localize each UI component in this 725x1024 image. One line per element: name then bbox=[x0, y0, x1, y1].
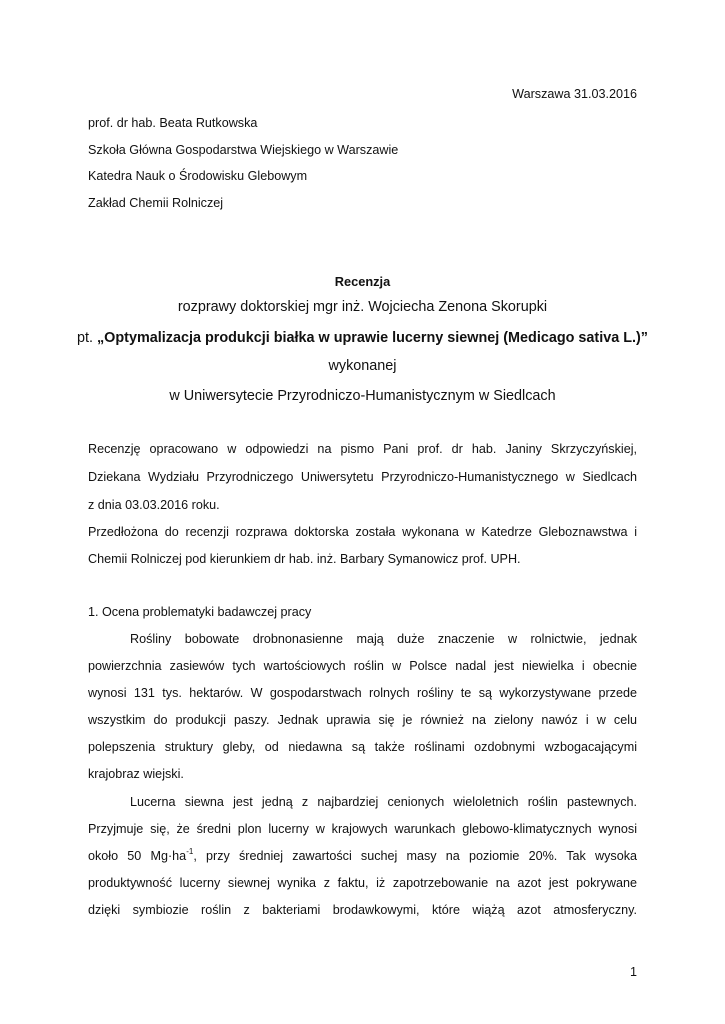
para2-line-5: dzięki symbiozie roślin z bakteriami brodawkowymi, które wiążą azot atmosferyczny. bbox=[88, 903, 637, 917]
intro-line-5: Chemii Rolniczej pod kierunkiem dr hab. inż. Barbary Symanowicz prof. UPH. bbox=[88, 552, 521, 566]
intro-line-4: Przedłożona do recenzji rozprawa doktorska została wykonana w Katedrze Gleboznawstwa i bbox=[88, 525, 637, 539]
reviewer-unit: Zakład Chemii Rolniczej bbox=[88, 196, 224, 210]
place-date: Warszawa 31.03.2016 bbox=[512, 87, 637, 101]
reviewer-department: Katedra Nauk o Środowisku Glebowym bbox=[88, 169, 308, 183]
intro-line-1: Recenzję opracowano w odpowiedzi na pismo Pani prof. dr hab. Janiny Skrzyczyńskiej, bbox=[88, 442, 637, 456]
reviewer-name: prof. dr hab. Beata Rutkowska bbox=[88, 116, 258, 130]
page-number: 1 bbox=[629, 965, 637, 979]
para2-yield-rest: , przy średniej zawartości suchej masy na poziomie 20%. Tak wysoka bbox=[193, 849, 638, 863]
para2-line-4: produktywność lucerny siewnej wynika z faktu, iż zapotrzebowanie na azot jest pokrywane bbox=[88, 876, 637, 890]
para1-line-3: wynosi 131 tys. hektarów. W gospodarstwach rolnych rośliny te są wykorzystywane przede bbox=[88, 686, 637, 700]
para1-line-1: Rośliny bobowate drobnonasienne mają duże znaczenie w rolnictwie, jednak bbox=[130, 632, 637, 646]
thesis-author-line: rozprawy doktorskiej mgr inż. Wojciecha Zenona Skorupki bbox=[177, 299, 548, 315]
para2-line-1: Lucerna siewna jest jedną z najbardziej cenionych wieloletnich roślin pastewnych. bbox=[130, 795, 637, 809]
intro-line-3: z dnia 03.03.2016 roku. bbox=[88, 498, 220, 512]
thesis-institution-line: w Uniwersytecie Przyrodniczo-Humanistycznym w Siedlcach bbox=[169, 388, 556, 404]
reviewer-university: Szkoła Główna Gospodarstwa Wiejskiego w Warszawie bbox=[88, 143, 399, 157]
para2-line-2: Przyjmuje się, że średni plon lucerny w krajowych warunkach glebowo-klimatycznych wynosi bbox=[88, 822, 637, 836]
review-heading: Recenzja bbox=[334, 274, 391, 289]
para1-line-6: krajobraz wiejski. bbox=[88, 767, 184, 781]
para1-line-2: powierzchnia zasiewów tych wartościowych roślin w Polsce nadal jest niewielka i obecnie bbox=[88, 659, 637, 673]
para2-yield-exponent: -1 bbox=[186, 847, 194, 856]
para2-line-3 bbox=[88, 849, 637, 863]
section-heading: 1. Ocena problematyki badawczej pracy bbox=[88, 605, 312, 619]
para1-line-5: polepszenia struktury gleby, od niedawna są także roślinami ozdobnymi wzbogacającymi bbox=[88, 740, 637, 754]
para1-line-4: wszystkim do produkcji paszy. Jednak uprawia się je również na zielony nawóz i w celu bbox=[88, 713, 637, 727]
para2-yield-text: około 50 Mg·ha bbox=[88, 849, 187, 863]
thesis-title-line bbox=[0, 330, 725, 346]
thesis-title-prefix: pt. bbox=[76, 330, 97, 346]
thesis-title: „Optymalizacja produkcji białka w uprawie lucerny siewnej (Medicago sativa L.)” bbox=[96, 330, 648, 346]
intro-line-2: Dziekana Wydziału Przyrodniczego Uniwersytetu Przyrodniczo-Humanistycznego w Siedlcach bbox=[88, 470, 637, 484]
thesis-done-line: wykonanej bbox=[328, 358, 397, 374]
